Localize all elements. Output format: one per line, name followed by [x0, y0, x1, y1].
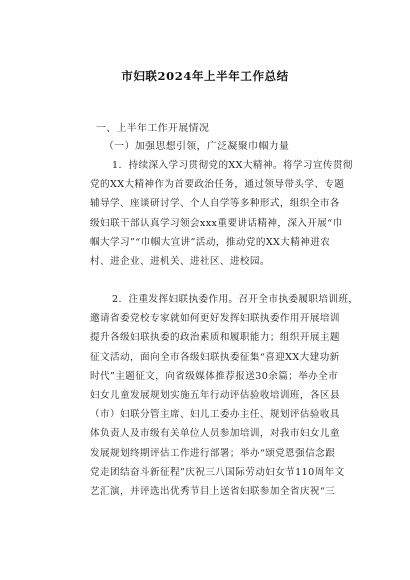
paragraph-1 [90, 156, 360, 271]
paragraph-2 [90, 290, 360, 501]
paragraph-line: 村、进企业、进机关、进社区、进校园。 [90, 255, 270, 267]
paragraph-line: 辅导学、座谈研讨学、个人自学等多种形式，组织全市各 [90, 198, 340, 210]
paragraph-line: 征文活动，面向全市各级妇联执委征集“喜迎XX大建功新 [90, 351, 340, 363]
paragraph-line: 党走团结奋斗新征程”庆祝三八国际劳动妇女节110周年文 [90, 466, 345, 478]
paragraph-line: 邀请省委党校专家就如何更好发挥妇联执委作用开展培训 [90, 313, 340, 325]
paragraph-line: （市）妇联分管主席、妇儿工委办主任、规划评估验收具 [90, 409, 340, 421]
paragraph-line: 艺汇演，并评选出优秀节目上送省妇联参加全省庆祝“三 [90, 485, 336, 497]
document-title: 市妇联2024年上半年工作总结 [121, 69, 289, 83]
paragraph-line: 级妇联干部认真学习领会xxx重要讲话精神，深入开展“巾 [90, 217, 343, 229]
paragraph-line: 党的XX大精神作为首要政治任务，通过领导带头学、专题 [90, 179, 345, 191]
subsection-heading: （一）加强思想引领，广泛凝聚巾帼力量 [104, 141, 290, 152]
paragraph-line: 妇女儿童发展规划实施五年行动评估验收培训班，各区县 [90, 389, 340, 401]
paragraph-line: 发展规划终期评估工作进行部署；举办“颂党恩强信念跟 [90, 447, 336, 459]
paragraph-line: 时代”主题征文，向省级媒体推荐报送30余篇；举办全市 [90, 370, 339, 382]
paragraph-line: 2．注重发挥妇联执委作用。召开全市执委履职培训班， [112, 294, 359, 305]
section-heading: 一、上半年工作开展情况 [96, 123, 210, 134]
paragraph-line: 体负责人及市级有关单位人员参加培训，对我市妇女儿童 [90, 428, 340, 440]
paragraph-line: 提升各级妇联执委的政治素质和履职能力；组织开展主题 [90, 332, 340, 344]
paragraph-line: 1．持续深入学习贯彻党的XX大精神。将学习宣传贯彻 [112, 160, 353, 171]
paragraph-line: 帼大学习”“巾帼大宣讲”活动，推动党的XX大精神进农 [90, 236, 331, 248]
